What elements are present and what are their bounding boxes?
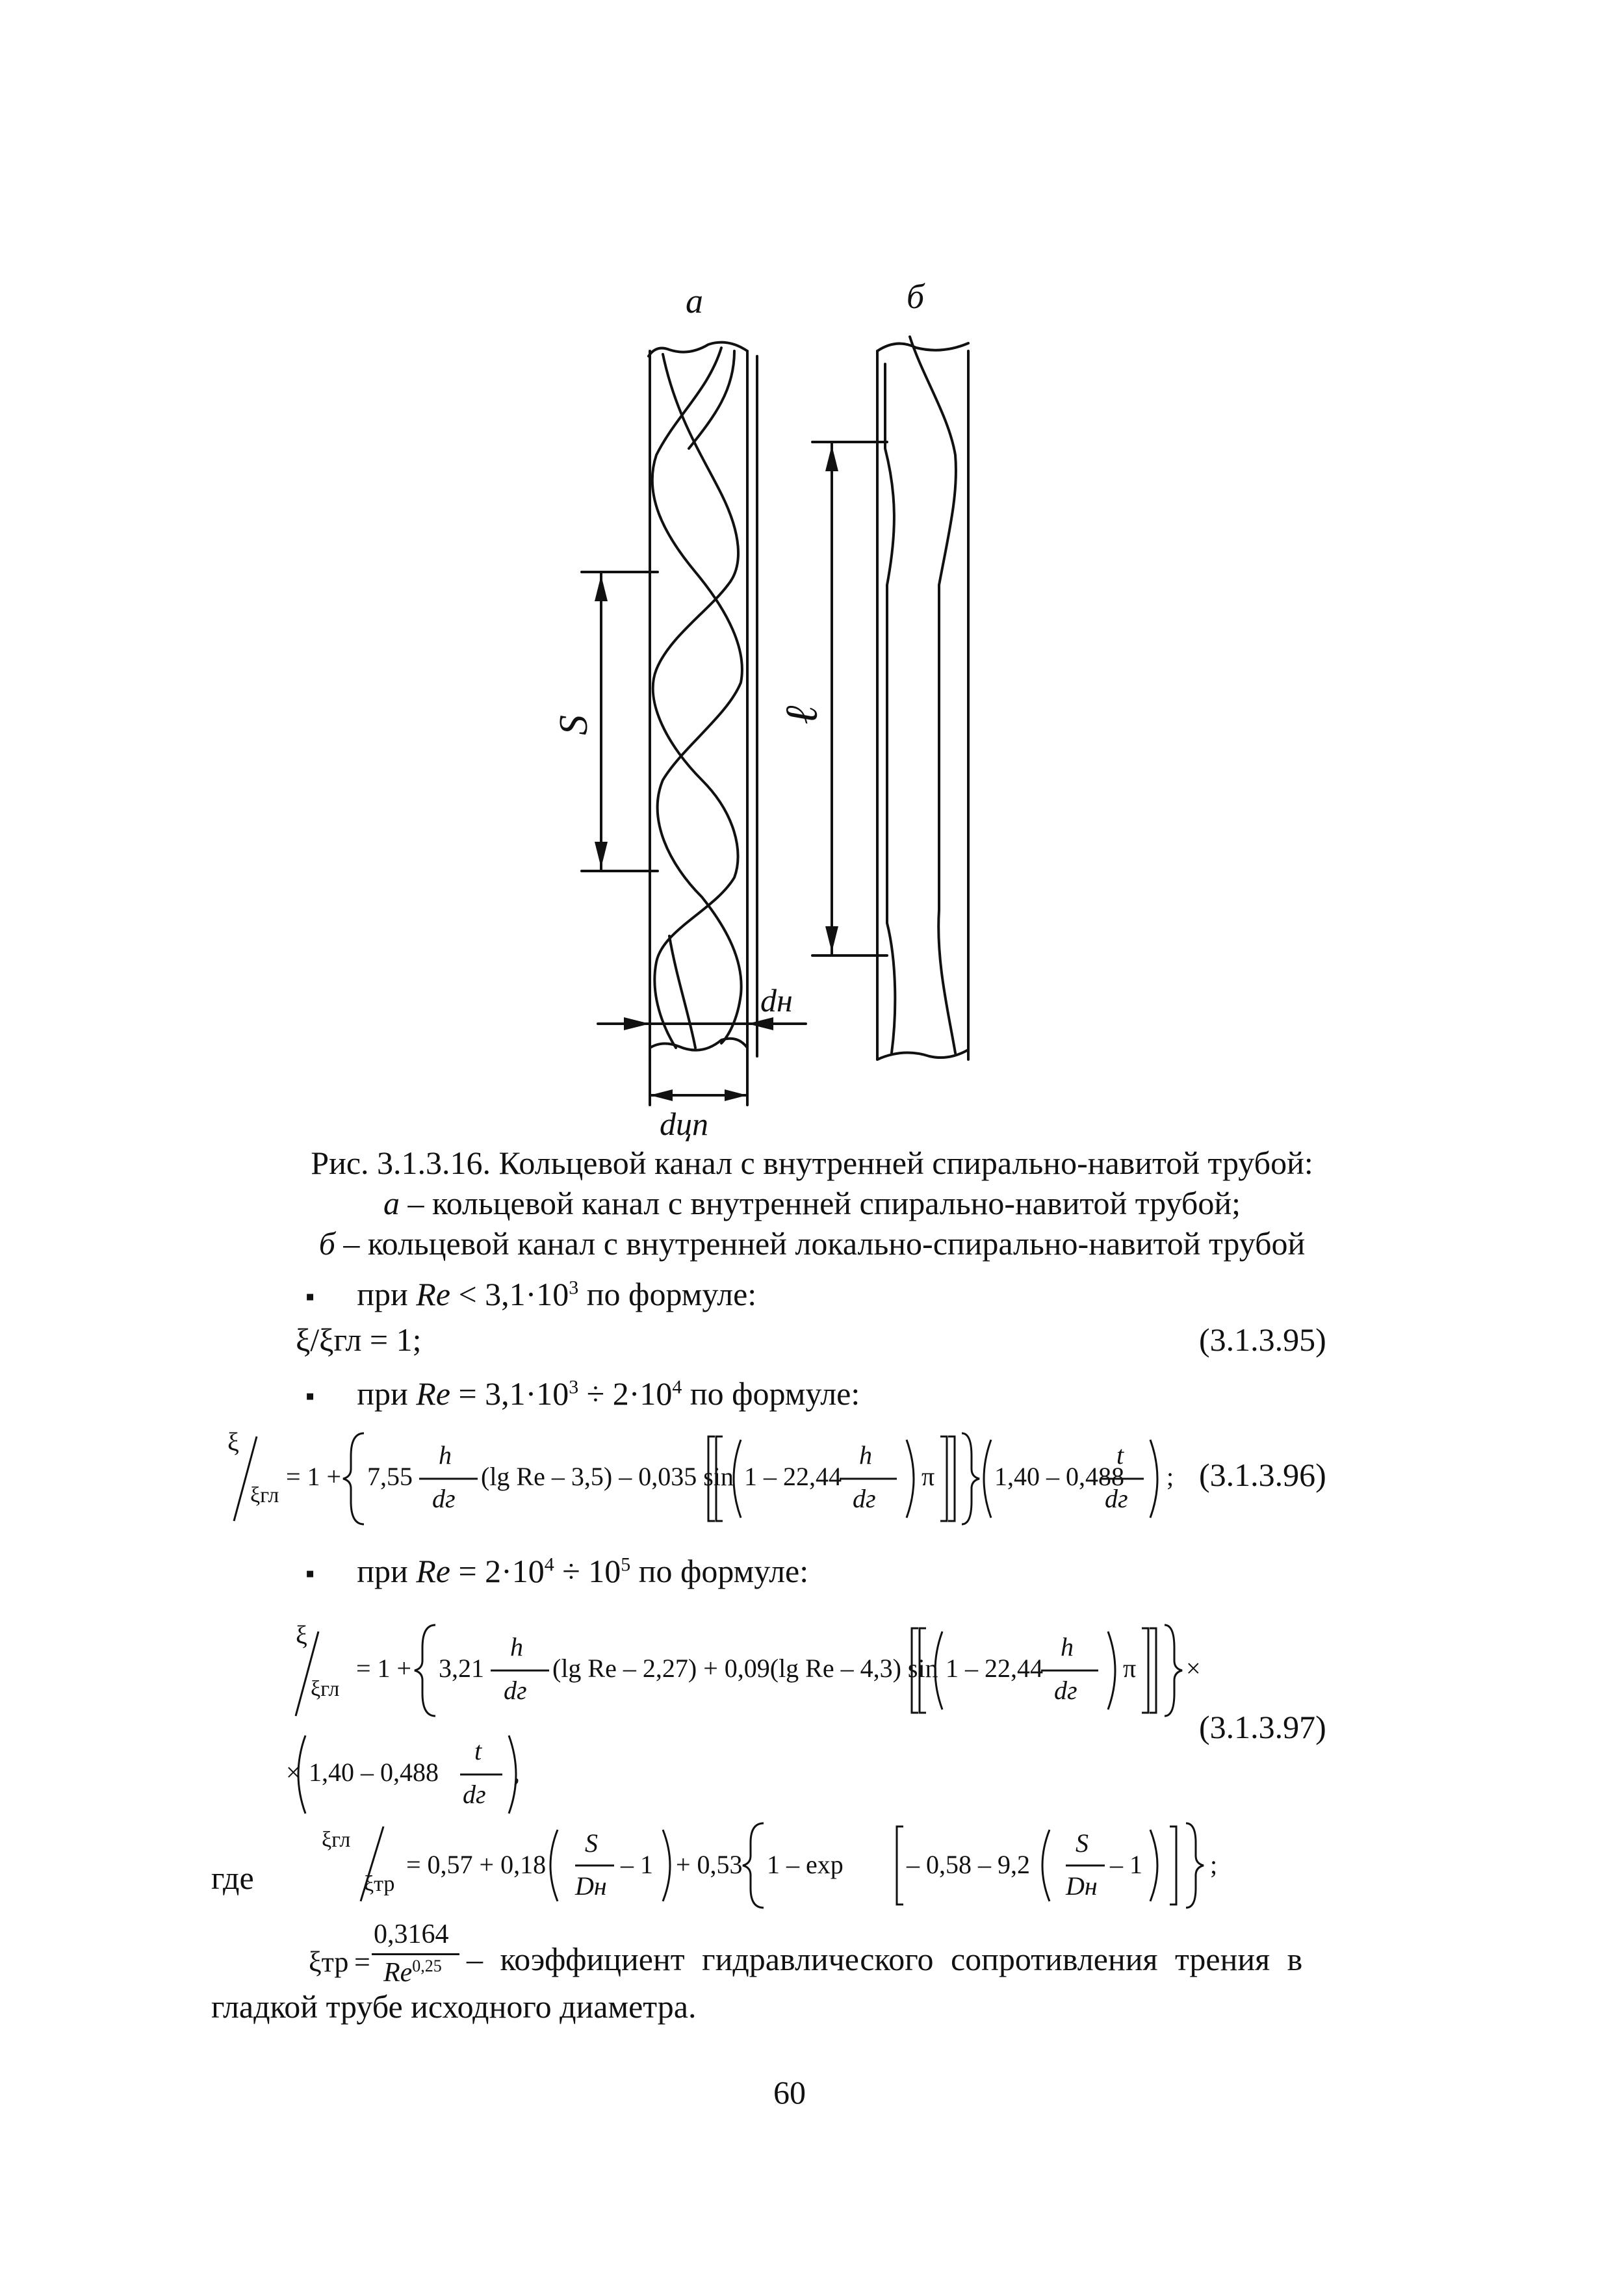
where-t1: = 0,57 + 0,18 — [406, 1850, 547, 1879]
case3-pre: при — [357, 1553, 417, 1589]
eq96-t6: 1,40 – 0,488 — [994, 1462, 1124, 1491]
case2-sup2: 4 — [672, 1376, 682, 1398]
eq97-dg3: dг — [463, 1780, 486, 1809]
case2-cond: = 3,1·10 — [450, 1375, 569, 1412]
where-t5: – 0,58 – 9,2 — [907, 1850, 1030, 1879]
eq96-number: (3.1.3.96) — [1199, 1457, 1326, 1493]
eq96-h1: h — [439, 1440, 452, 1470]
friction-den-re: Re — [383, 1958, 413, 1988]
eq97-t2: 3,21 — [439, 1654, 484, 1683]
case3-cond: = 2·10 — [450, 1553, 545, 1589]
eq96-xi: ξ — [227, 1427, 239, 1457]
where-d1: Dн — [575, 1871, 607, 1901]
where-xi-gl: ξгл — [322, 1828, 351, 1852]
figure-label-b: б — [907, 277, 925, 316]
figure-label-l: ℓ — [777, 705, 827, 725]
case2-re: Re — [416, 1375, 450, 1412]
eq97-dg2: dг — [1054, 1676, 1077, 1705]
where-s2: S — [1076, 1828, 1089, 1858]
eq95-formula: ξ/ξгл = 1; — [296, 1321, 422, 1358]
eq97-t6: × — [1186, 1654, 1201, 1683]
figure-label-s: S — [552, 715, 596, 735]
friction-text: – коэффициент гидравлического сопротивления трения в — [467, 1941, 1303, 1977]
eq97-t7: × — [286, 1758, 301, 1787]
where-s1: S — [585, 1828, 598, 1858]
eq97-h1: h — [510, 1632, 523, 1661]
eq96-t: t — [1116, 1440, 1124, 1470]
friction-den-sup: 0,25 — [412, 1956, 442, 1975]
case2-sup: 3 — [569, 1376, 579, 1398]
eq95-number: (3.1.3.95) — [1199, 1321, 1326, 1358]
figure-label-a: a — [686, 281, 703, 320]
case3-sup: 4 — [544, 1554, 554, 1576]
case1-cond: < 3,1·10 — [450, 1276, 569, 1312]
eq96-dg2: dг — [853, 1484, 876, 1513]
caption-prefix-b: б — [318, 1225, 335, 1262]
eq97-h2: h — [1061, 1632, 1074, 1661]
case1-post: по формуле: — [578, 1276, 757, 1312]
eq96-t2: 7,55 — [367, 1462, 413, 1491]
case3-sup2: 5 — [621, 1554, 631, 1576]
bullet: ▪ — [305, 1559, 315, 1588]
eq97-xi-gl: ξгл — [311, 1677, 340, 1701]
figure-caption-line1: Рис. 3.1.3.16. Кольцевой канал с внутренней спирально-навитой трубой: — [311, 1145, 1313, 1181]
eq97-t8: 1,40 – 0,488 — [309, 1758, 439, 1787]
where-t3: + 0,53 — [676, 1850, 743, 1879]
case2-mid: ÷ 2·10 — [578, 1375, 673, 1412]
where-t2: – 1 — [621, 1850, 653, 1879]
bullet: ▪ — [305, 1282, 315, 1311]
case2-post: по формуле: — [682, 1375, 860, 1412]
where-t7: ; — [1210, 1850, 1218, 1879]
friction-xi: ξтр — [309, 1946, 349, 1978]
caption-line2-text: – кольцевой канал с внутренней спирально-навитой трубой; — [399, 1185, 1241, 1221]
case1-pre: при — [357, 1276, 417, 1312]
eq97-t1: = 1 + — [356, 1654, 412, 1683]
where-t6: – 1 — [1110, 1850, 1142, 1879]
friction-num: 0,3164 — [374, 1919, 449, 1949]
friction-den — [383, 1956, 442, 1988]
friction-fraction-bar — [372, 1953, 459, 1955]
caption-line3-text: – кольцевой канал с внутренней локально-спирально-навитой трубой — [335, 1225, 1306, 1262]
where-xi-tr: ξтр — [364, 1872, 395, 1896]
bullet: ▪ — [305, 1381, 315, 1410]
eq96-t1: = 1 + — [286, 1462, 342, 1491]
page-number: 60 — [773, 2074, 806, 2111]
case2-pre: при — [357, 1375, 417, 1412]
friction-eq: = — [354, 1946, 370, 1978]
eq97-number: (3.1.3.97) — [1199, 1709, 1326, 1745]
eq97-xi: ξ — [296, 1620, 307, 1650]
eq96-t7: ; — [1166, 1462, 1174, 1491]
eq96-dg1: dг — [432, 1484, 456, 1513]
eq96-dg3: dг — [1105, 1484, 1128, 1513]
eq97-dg1: dг — [504, 1676, 527, 1705]
eq97-t: t — [474, 1736, 482, 1765]
case3-re: Re — [416, 1553, 450, 1589]
eq96-t4: 1 – 22,44 — [744, 1462, 842, 1491]
eq96-t3: (lg Re – 3,5) – 0,035 sin — [481, 1462, 734, 1491]
eq97-t4: 1 – 22,44 — [946, 1654, 1043, 1683]
where-word: где — [211, 1860, 254, 1896]
eq97-t9: , — [513, 1758, 520, 1787]
friction-text2: гладкой трубе исходного диаметра. — [211, 1988, 697, 2025]
case1-re: Re — [416, 1276, 450, 1312]
caption-prefix-a: а — [383, 1185, 400, 1221]
figure-label-dn: dн — [760, 982, 793, 1019]
eq96-h2: h — [859, 1440, 872, 1470]
where-d2: Dн — [1066, 1871, 1098, 1901]
case1-sup: 3 — [569, 1277, 579, 1299]
eq97-t3: (lg Re – 2,27) + 0,09(lg Re – 4,3) sin — [552, 1654, 938, 1683]
eq96-t5: π — [922, 1462, 935, 1491]
where-t4: 1 – exp — [767, 1850, 844, 1879]
case3-post: по формуле: — [630, 1553, 809, 1589]
eq96-xi-gl: ξгл — [250, 1483, 279, 1507]
eq97-t5: π — [1123, 1654, 1137, 1683]
figure-label-dchp: dцп — [660, 1106, 708, 1142]
case3-mid: ÷ 10 — [554, 1553, 621, 1589]
